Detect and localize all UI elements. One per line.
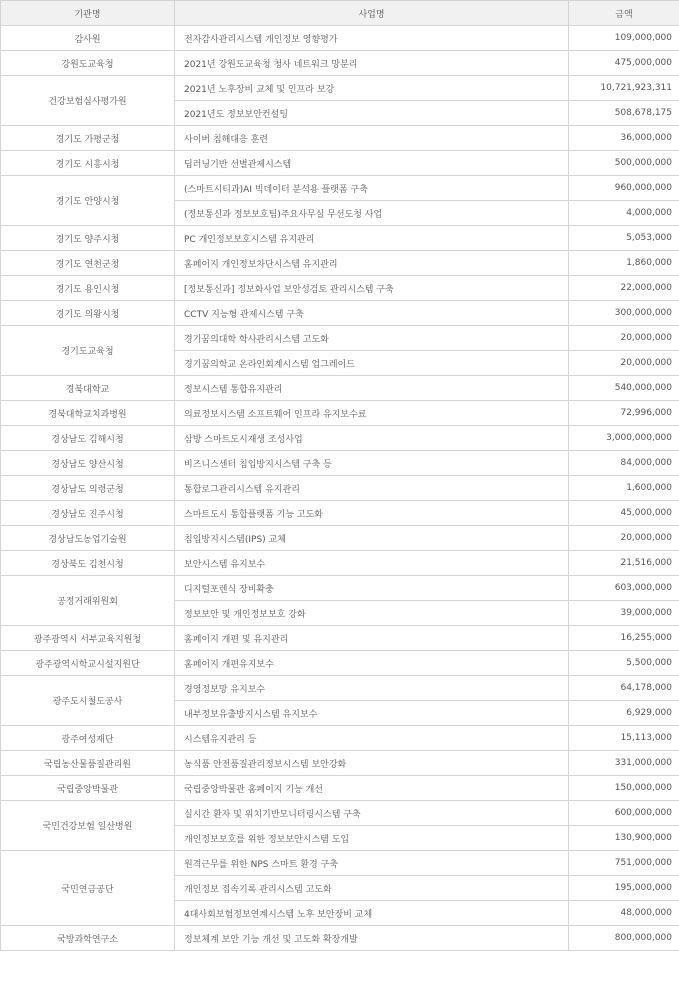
amount-cell: 475,000,000 bbox=[569, 51, 679, 76]
table-row bbox=[1, 451, 679, 476]
project-cell: 홈페이지 개편유지보수 bbox=[175, 651, 569, 676]
table-row bbox=[1, 476, 679, 501]
project-cell: 정보체계 보안 기능 개선 및 고도화 확장개발 bbox=[175, 926, 569, 951]
project-cell: 개인정보보호를 위한 정보보안시스템 도입 bbox=[175, 826, 569, 851]
project-cell: 전자감사관리시스템 개인정보 영향평가 bbox=[175, 26, 569, 51]
project-cell: 정보보안 및 개인정보보호 강화 bbox=[175, 601, 569, 626]
table-row bbox=[1, 751, 679, 776]
project-cell: 침입방지시스템(IPS) 교체 bbox=[175, 526, 569, 551]
table-row bbox=[1, 276, 679, 301]
org-cell: 광주도시철도공사 bbox=[1, 676, 175, 726]
project-cell: 홈페이지 개편 및 유지관리 bbox=[175, 626, 569, 651]
amount-cell: 800,000,000 bbox=[569, 926, 679, 951]
table-row bbox=[1, 526, 679, 551]
org-cell: 경상남도농업기술원 bbox=[1, 526, 175, 551]
table-row bbox=[1, 401, 679, 426]
amount-cell: 1,600,000 bbox=[569, 476, 679, 501]
amount-cell: 150,000,000 bbox=[569, 776, 679, 801]
table-row bbox=[1, 301, 679, 326]
project-cell: (정보통신과 정보보호팀)주요사무실 무선도청 사업 bbox=[175, 201, 569, 226]
table-row bbox=[1, 651, 679, 676]
org-cell: 경상남도 양산시청 bbox=[1, 451, 175, 476]
header-org: 기관명 bbox=[1, 1, 175, 26]
project-cell: 의료정보시스템 소프트웨어 인프라 유지보수료 bbox=[175, 401, 569, 426]
amount-cell: 20,000,000 bbox=[569, 351, 679, 376]
table-row bbox=[1, 626, 679, 651]
project-cell: 원격근무를 위한 NPS 스마트 환경 구축 bbox=[175, 851, 569, 876]
org-cell: 국민연금공단 bbox=[1, 851, 175, 926]
org-cell: 경기도 시흥시청 bbox=[1, 151, 175, 176]
amount-cell: 500,000,000 bbox=[569, 151, 679, 176]
org-cell: 건강보험심사평가원 bbox=[1, 76, 175, 126]
org-cell: 국민건강보험 일산병원 bbox=[1, 801, 175, 851]
org-cell: 광주광역시학교시설지원단 bbox=[1, 651, 175, 676]
project-cell: 2021년도 정보보안컨설팅 bbox=[175, 101, 569, 126]
table-row bbox=[1, 676, 679, 701]
amount-cell: 72,996,000 bbox=[569, 401, 679, 426]
org-cell: 경기도 가평군청 bbox=[1, 126, 175, 151]
table-row bbox=[1, 576, 679, 601]
table-row bbox=[1, 176, 679, 201]
amount-cell: 751,000,000 bbox=[569, 851, 679, 876]
project-cell: 경기꿈의학교 온라인회계시스템 업그레이드 bbox=[175, 351, 569, 376]
org-cell: 감사원 bbox=[1, 26, 175, 51]
org-cell: 경상남도 김해시청 bbox=[1, 426, 175, 451]
project-cell: 통합로그관리시스템 유지관리 bbox=[175, 476, 569, 501]
project-cell: 사이버 침해대응 훈련 bbox=[175, 126, 569, 151]
amount-cell: 5,500,000 bbox=[569, 651, 679, 676]
table-row bbox=[1, 726, 679, 751]
amount-cell: 21,516,000 bbox=[569, 551, 679, 576]
header-project: 사업명 bbox=[175, 1, 569, 26]
amount-cell: 603,000,000 bbox=[569, 576, 679, 601]
amount-cell: 600,000,000 bbox=[569, 801, 679, 826]
table-row bbox=[1, 551, 679, 576]
table-row bbox=[1, 76, 679, 101]
org-cell: 경기도 의왕시청 bbox=[1, 301, 175, 326]
table-row bbox=[1, 776, 679, 801]
header-amount: 금액 bbox=[569, 1, 679, 26]
amount-cell: 300,000,000 bbox=[569, 301, 679, 326]
org-cell: 경상북도 김천시청 bbox=[1, 551, 175, 576]
amount-cell: 48,000,000 bbox=[569, 901, 679, 926]
amount-cell: 3,000,000,000 bbox=[569, 426, 679, 451]
org-cell: 경상남도 의령군청 bbox=[1, 476, 175, 501]
table-row bbox=[1, 376, 679, 401]
org-cell: 경상남도 진주시청 bbox=[1, 501, 175, 526]
project-cell: 시스템유지관리 등 bbox=[175, 726, 569, 751]
org-cell: 경북대학교치과병원 bbox=[1, 401, 175, 426]
project-cell: 내부정보유출방지시스템 유지보수 bbox=[175, 701, 569, 726]
table-row bbox=[1, 51, 679, 76]
table-body bbox=[1, 26, 679, 951]
table-row bbox=[1, 151, 679, 176]
project-cell: 2021년 노후장비 교체 및 인프라 보강 bbox=[175, 76, 569, 101]
amount-cell: 5,053,000 bbox=[569, 226, 679, 251]
amount-cell: 20,000,000 bbox=[569, 526, 679, 551]
header-row bbox=[1, 1, 679, 26]
table-row bbox=[1, 326, 679, 351]
amount-cell: 20,000,000 bbox=[569, 326, 679, 351]
org-cell: 국방과학연구소 bbox=[1, 926, 175, 951]
project-cell: CCTV 지능형 관제시스템 구축 bbox=[175, 301, 569, 326]
amount-cell: 45,000,000 bbox=[569, 501, 679, 526]
amount-cell: 84,000,000 bbox=[569, 451, 679, 476]
amount-cell: 195,000,000 bbox=[569, 876, 679, 901]
amount-cell: 22,000,000 bbox=[569, 276, 679, 301]
org-cell: 강원도교육청 bbox=[1, 51, 175, 76]
project-cell: 2021년 강원도교육청 청사 네트워크 망분리 bbox=[175, 51, 569, 76]
project-cell: 개인정보 접속기록 관리시스템 고도화 bbox=[175, 876, 569, 901]
org-cell: 광주여성재단 bbox=[1, 726, 175, 751]
amount-cell: 4,000,000 bbox=[569, 201, 679, 226]
org-cell: 국립중앙박물관 bbox=[1, 776, 175, 801]
project-cell: 4대사회보험정보연계시스템 노후 보안장비 교체 bbox=[175, 901, 569, 926]
table-row bbox=[1, 801, 679, 826]
table-row bbox=[1, 226, 679, 251]
amount-cell: 64,178,000 bbox=[569, 676, 679, 701]
amount-cell: 331,000,000 bbox=[569, 751, 679, 776]
project-cell: 스마트도시 통합플랫폼 기능 고도화 bbox=[175, 501, 569, 526]
amount-cell: 540,000,000 bbox=[569, 376, 679, 401]
org-cell: 경기도 용인시청 bbox=[1, 276, 175, 301]
amount-cell: 508,678,175 bbox=[569, 101, 679, 126]
project-cell: 비즈니스센터 침입방지시스템 구축 등 bbox=[175, 451, 569, 476]
amount-cell: 10,721,923,311 bbox=[569, 76, 679, 101]
project-cell: [정보통신과] 정보화사업 보안성검토 관리시스템 구축 bbox=[175, 276, 569, 301]
project-cell: (스마트시티과)AI 빅데이터 분석용 플랫폼 구축 bbox=[175, 176, 569, 201]
org-cell: 공정거래위원회 bbox=[1, 576, 175, 626]
table-row bbox=[1, 926, 679, 951]
project-cell: 디지털포렌식 장비확충 bbox=[175, 576, 569, 601]
project-cell: 홈페이지 개인정보차단시스템 유지관리 bbox=[175, 251, 569, 276]
project-cell: PC 개인정보보호시스템 유지관리 bbox=[175, 226, 569, 251]
org-cell: 광주광역시 서부교육지원청 bbox=[1, 626, 175, 651]
table-row bbox=[1, 26, 679, 51]
org-cell: 국립농산물품질관리원 bbox=[1, 751, 175, 776]
amount-cell: 16,255,000 bbox=[569, 626, 679, 651]
amount-cell: 36,000,000 bbox=[569, 126, 679, 151]
project-cell: 실시간 환자 및 위치기반모니터링시스템 구축 bbox=[175, 801, 569, 826]
table-row bbox=[1, 126, 679, 151]
org-cell: 경기도 연천군청 bbox=[1, 251, 175, 276]
amount-cell: 15,113,000 bbox=[569, 726, 679, 751]
project-cell: 국립중앙박물관 홈페이지 기능 개선 bbox=[175, 776, 569, 801]
table-row bbox=[1, 426, 679, 451]
org-cell: 경기도 양주시청 bbox=[1, 226, 175, 251]
amount-cell: 1,860,000 bbox=[569, 251, 679, 276]
org-cell: 경기도 안양시청 bbox=[1, 176, 175, 226]
table-row bbox=[1, 501, 679, 526]
table-row bbox=[1, 851, 679, 876]
project-cell: 보안시스템 유지보수 bbox=[175, 551, 569, 576]
project-cell: 정보시스템 통합유지관리 bbox=[175, 376, 569, 401]
table-row bbox=[1, 251, 679, 276]
project-cell: 경영정보망 유지보수 bbox=[175, 676, 569, 701]
amount-cell: 6,929,000 bbox=[569, 701, 679, 726]
org-cell: 경북대학교 bbox=[1, 376, 175, 401]
project-cell: 경기꿈의대학 학사관리시스템 고도화 bbox=[175, 326, 569, 351]
org-cell: 경기도교육청 bbox=[1, 326, 175, 376]
amount-cell: 39,000,000 bbox=[569, 601, 679, 626]
amount-cell: 109,000,000 bbox=[569, 26, 679, 51]
project-cell: 딥러닝기반 선별관제시스템 bbox=[175, 151, 569, 176]
project-cell: 농식품 안전품질관리정보시스템 보안강화 bbox=[175, 751, 569, 776]
project-cell: 삼방 스마트도시재생 조성사업 bbox=[175, 426, 569, 451]
amount-cell: 130,900,000 bbox=[569, 826, 679, 851]
amount-cell: 960,000,000 bbox=[569, 176, 679, 201]
